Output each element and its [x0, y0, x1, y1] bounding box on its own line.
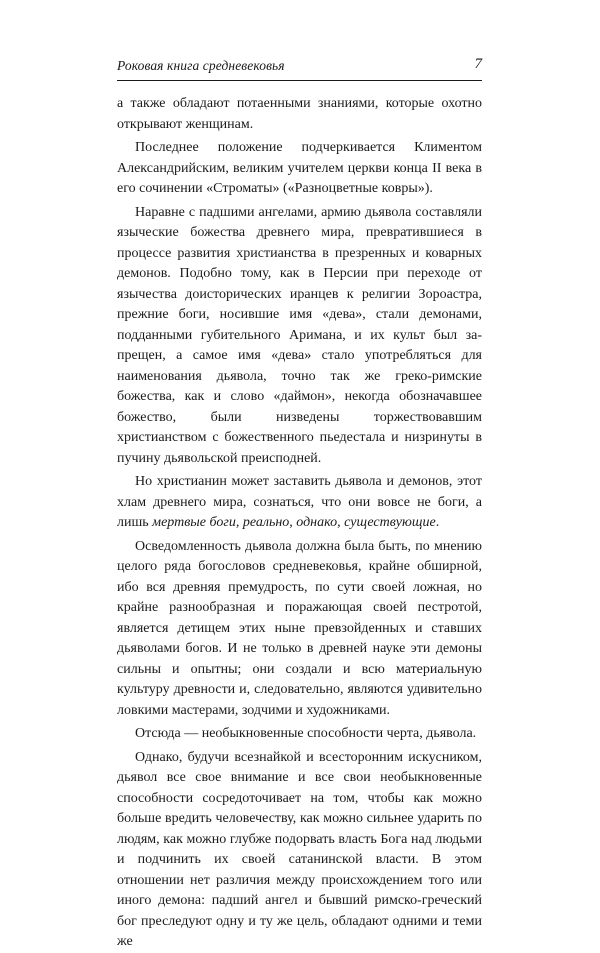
paragraph-4-italic: мертвые боги, реально, однако, существующие: [152, 515, 436, 530]
paragraph-2: Последнее положение подчеркивается Климентом Александрийским, великим учителем церкви конца II века в его сочинении «Строматы» («Разноцветные ковры»).: [117, 140, 482, 196]
paragraph-7: Однако, будучи всезнайкой и всесторонним искусником, дьявол все свое внимание и все свои необыкновенные способности сосредоточивает на том, чтобы как можно больше вредить человечеству, как можно сильнее ударить по людям, как можно глубже подорвать власть Бога над людьми и подчинить их своей сатанинской власти. В этом отношении нет различия между происхождением того или иного демона: падший ангел и бывший римско-греческий бог преследуют одну и ту же цель, обладают одними и теми же: [117, 749, 482, 949]
running-title: Роковая книга средневековья: [117, 58, 285, 73]
running-head: [117, 56, 482, 78]
paragraph-5: Осведомленность дьявола должна была быть, по мнению целого ряда богословов средневековья, крайне обширной, ибо вся древняя премудрость, по сути своей ложная, но крайне разнообразная и поражающая своей пестротой, является детищем этих ныне превзойденных и ставших дьяволами богов. И не только в древней науке эти демоны сильны и опытны; они создали и всю материальную культуру древности и, следовательно, являются удивительно ловкими мастерами, зодчими и художниками.: [117, 538, 482, 718]
paragraph-4: [117, 472, 482, 534]
paragraph-6: Отсюда — необыкновенные способности черта, дьявола.: [135, 726, 477, 741]
paragraph-4-end: .: [435, 515, 440, 530]
paragraph-1: а также обладают потаенными знаниями, которые охотно открывают женщинам.: [117, 96, 482, 132]
header-rule: [117, 80, 482, 81]
page-number: 7: [474, 56, 482, 72]
body-text: [117, 94, 482, 953]
paragraph-3: Наравне с падшими ангелами, армию дьявола составляли языческие божества древнего мира, превратившиеся в процессе развития христианства в презренных и коварных демонов. Подобно тому, как в Персии при переходе от язычества доисторических иранцев к религии Зороастра, прежние боги, носившие имя «дева», стали демонами, подданными губительного Аримана, и их культ был запрещен, а самое имя «дева» стало употребляться для наименования дьявола, точно так же греко-римские божества, как и слово «даймон», некогда обозначавшее божество, были низведены торжествовавшим христианством с божественного пьедестала и низринуты в пучину дьявольской преисподней.: [117, 204, 482, 466]
paragraph-4-text: Но христианин может заставить дьявола и демонов, этот хлам древнего мира, сознаться, что они вовсе не боги, а лишь: [117, 474, 482, 530]
